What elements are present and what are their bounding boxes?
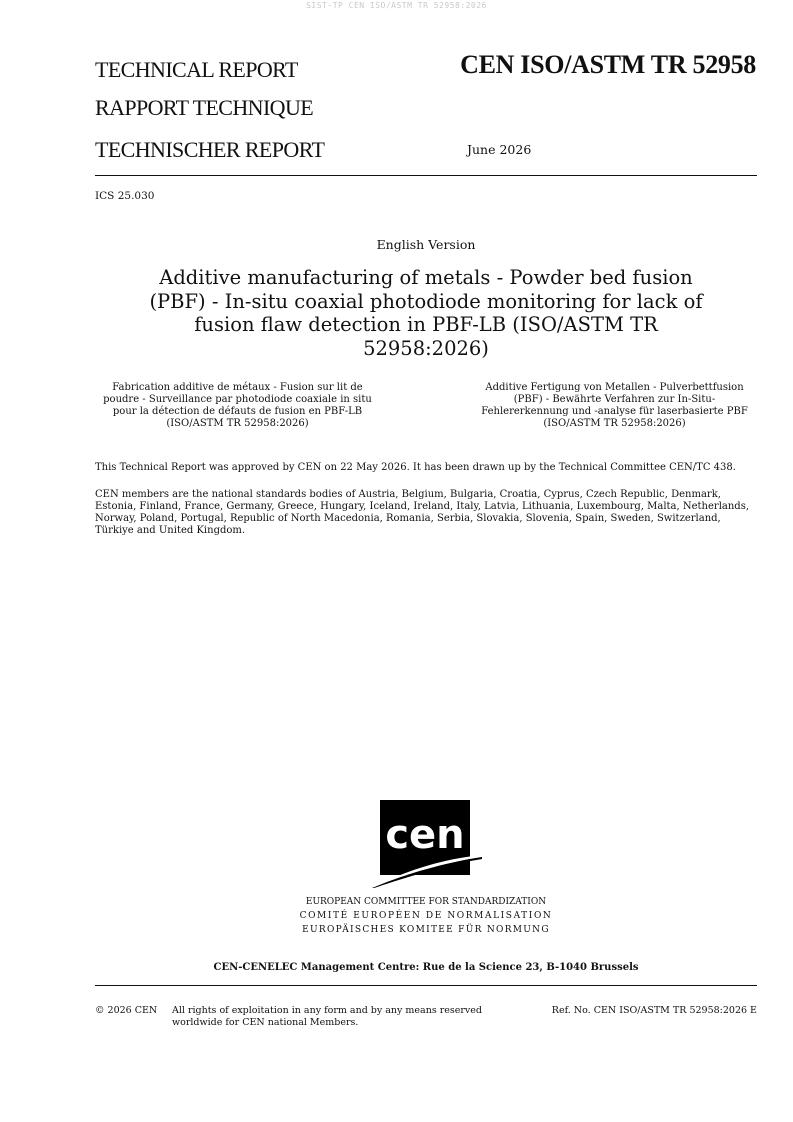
ics-code: ICS 25.030 (95, 190, 155, 202)
subtitle-line: Fabrication additive de métaux - Fusion sur lit de (112, 382, 363, 393)
document-number: CEN ISO/ASTM TR 52958 (460, 50, 756, 79)
subtitle-line: pour la détection de défauts de fusion en PBF-LB (112, 406, 363, 417)
subtitle-line: Fehlererkennung und -analyse für laserbasierte PBF (481, 406, 748, 417)
language-version: English Version (376, 237, 476, 252)
subtitle-french (95, 382, 380, 430)
logo-text: cen (385, 812, 465, 858)
org-name-en: EUROPEAN COMMITTEE FOR STANDARDIZATION (305, 897, 547, 907)
title-line: (PBF) - In-situ coaxial photodiode monitoring for lack of (149, 289, 703, 313)
management-centre-address: CEN-CENELEC Management Centre: Rue de la Science 23, B-1040 Brussels (213, 962, 639, 973)
org-name-fr: COMITÉ EUROPÉEN DE NORMALISATION (299, 911, 553, 921)
subtitle-line: Additive Fertigung von Metallen - Pulverbettfusion (485, 382, 744, 393)
title-line: 52958:2026) (363, 336, 489, 360)
rights-line: worldwide for CEN national Members. (172, 1017, 359, 1028)
title-line: Additive manufacturing of metals - Powder bed fusion (159, 266, 693, 289)
subtitle-german (472, 382, 757, 430)
footer-divider (95, 985, 757, 986)
subtitle-line: (PBF) - Bewährte Verfahren zur In-Situ- (513, 394, 716, 405)
approval-paragraph: This Technical Report was approved by CEN on 22 May 2026. It has been drawn up by the Technical Committee CEN/TC 438. (95, 462, 736, 473)
rights-line: All rights of exploitation in any form and by any means reserved (172, 1005, 483, 1016)
subtitle-line: (ISO/ASTM TR 52958:2026) (543, 418, 686, 429)
header-divider (95, 175, 757, 176)
subtitle-line: (ISO/ASTM TR 52958:2026) (166, 418, 309, 429)
document-title (95, 266, 757, 360)
rights-statement (172, 1005, 512, 1029)
report-type-en: TECHNICAL REPORT (95, 57, 298, 82)
watermark: SIST-TP CEN ISO/ASTM TR 52958:2026 (306, 1, 487, 10)
title-line: fusion flaw detection in PBF-LB (ISO/ASTM TR (194, 313, 658, 336)
org-name-de: EUROPÄISCHES KOMITEE FÜR NORMUNG (302, 925, 550, 935)
report-type-fr: RAPPORT TECHNIQUE (95, 95, 314, 120)
copyright: © 2026 CEN (95, 1005, 158, 1016)
members-paragraph: CEN members are the national standards bodies of Austria, Belgium, Bulgaria, Croatia, Cyprus, Czech Republic, Denmark, Estonia, Finland, France, Germany, Greece, Hungary, Iceland, Ireland, Italy, Latvia, Lithuania, Luxembourg, Malta, Netherlands, Norway, Poland, Portugal, Republic of North Macedonia, Romania, Serbia, Slovakia, Slovenia, Spain, Sweden, Switzerland, Türkiye and United Kingdom. (95, 489, 750, 536)
document-date: June 2026 (467, 142, 532, 157)
cen-logo-icon (370, 800, 485, 890)
subtitle-line: poudre - Surveillance par photodiode coaxiale in situ (103, 394, 372, 405)
report-type-de: TECHNISCHER REPORT (95, 137, 325, 162)
reference-number: Ref. No. CEN ISO/ASTM TR 52958:2026 E (551, 1005, 757, 1016)
